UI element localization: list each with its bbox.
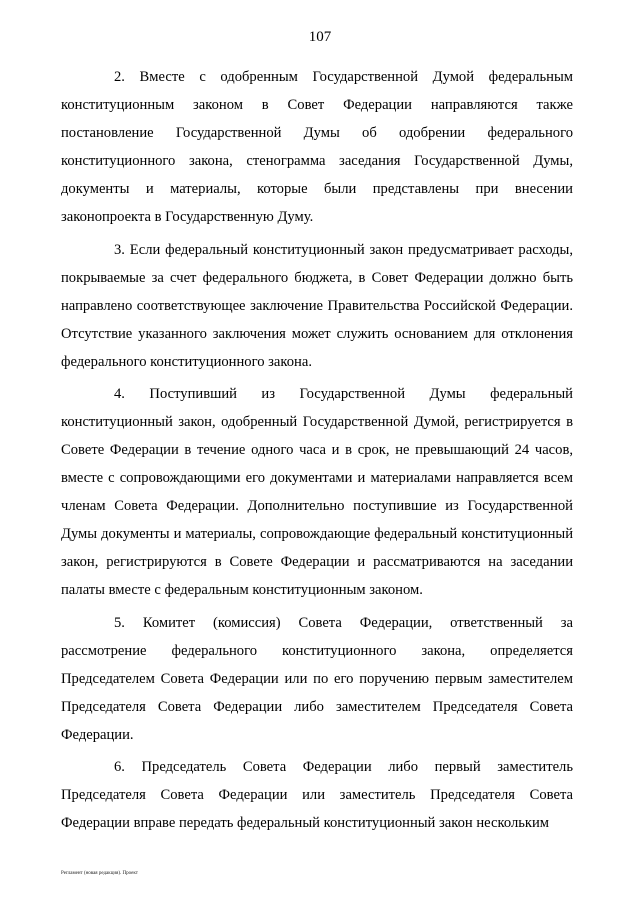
document-body (61, 63, 573, 842)
page-number: 107 (308, 29, 332, 45)
footer-note: Регламент (новая редакция). Проект (61, 871, 138, 876)
paragraph-3: 3. Если федеральный конституционный закон предусматривает расходы, покрываемые за счет федерального бюджета, в Совет Федерации должно быть направлено соответствующее заключение Правительства Российской Федерации. Отсутствие указанного заключения может служить основанием для отклонения федерального конституционного закона. (61, 241, 573, 370)
paragraph-2: 2. Вместе с одобренным Государственной Думой федеральным конституционным законом в Совет Федерации направляются также постановление Государственной Думы об одобрении федерального конституционного закона, стенограмма заседания Государственной Думы, документы и материалы, которые были представлены при внесении законопроекта в Государственную Думу. (61, 69, 573, 225)
paragraph-4: 4. Поступивший из Государственной Думы федеральный конституционный закон, одобренный Государственной Думой, регистрируется в Совете Федерации в течение одного часа и в срок, не превышающий 24 часов, вместе с сопровождающими его документами и материалами направляется всем членам Совета Федерации. Дополнительно поступившие из Государственной Думы документы и материалы, сопровождающие федеральный конституционный закон, регистрируются в Совете Федерации и рассматриваются на заседании палаты вместе с федеральным конституционным законом. (61, 386, 573, 598)
paragraph-5: 5. Комитет (комиссия) Совета Федерации, ответственный за рассмотрение федерального конституционного закона, определяется Председателем Совета Федерации или по его поручению первым заместителем Председателя Совета Федерации либо заместителем Председателя Совета Федерации. (61, 614, 573, 743)
paragraph-6: 6. Председатель Совета Федерации либо первый заместитель Председателя Совета Федерации или заместитель Председателя Совета Федерации вправе передать федеральный конституционный закон нескольким (61, 759, 573, 831)
